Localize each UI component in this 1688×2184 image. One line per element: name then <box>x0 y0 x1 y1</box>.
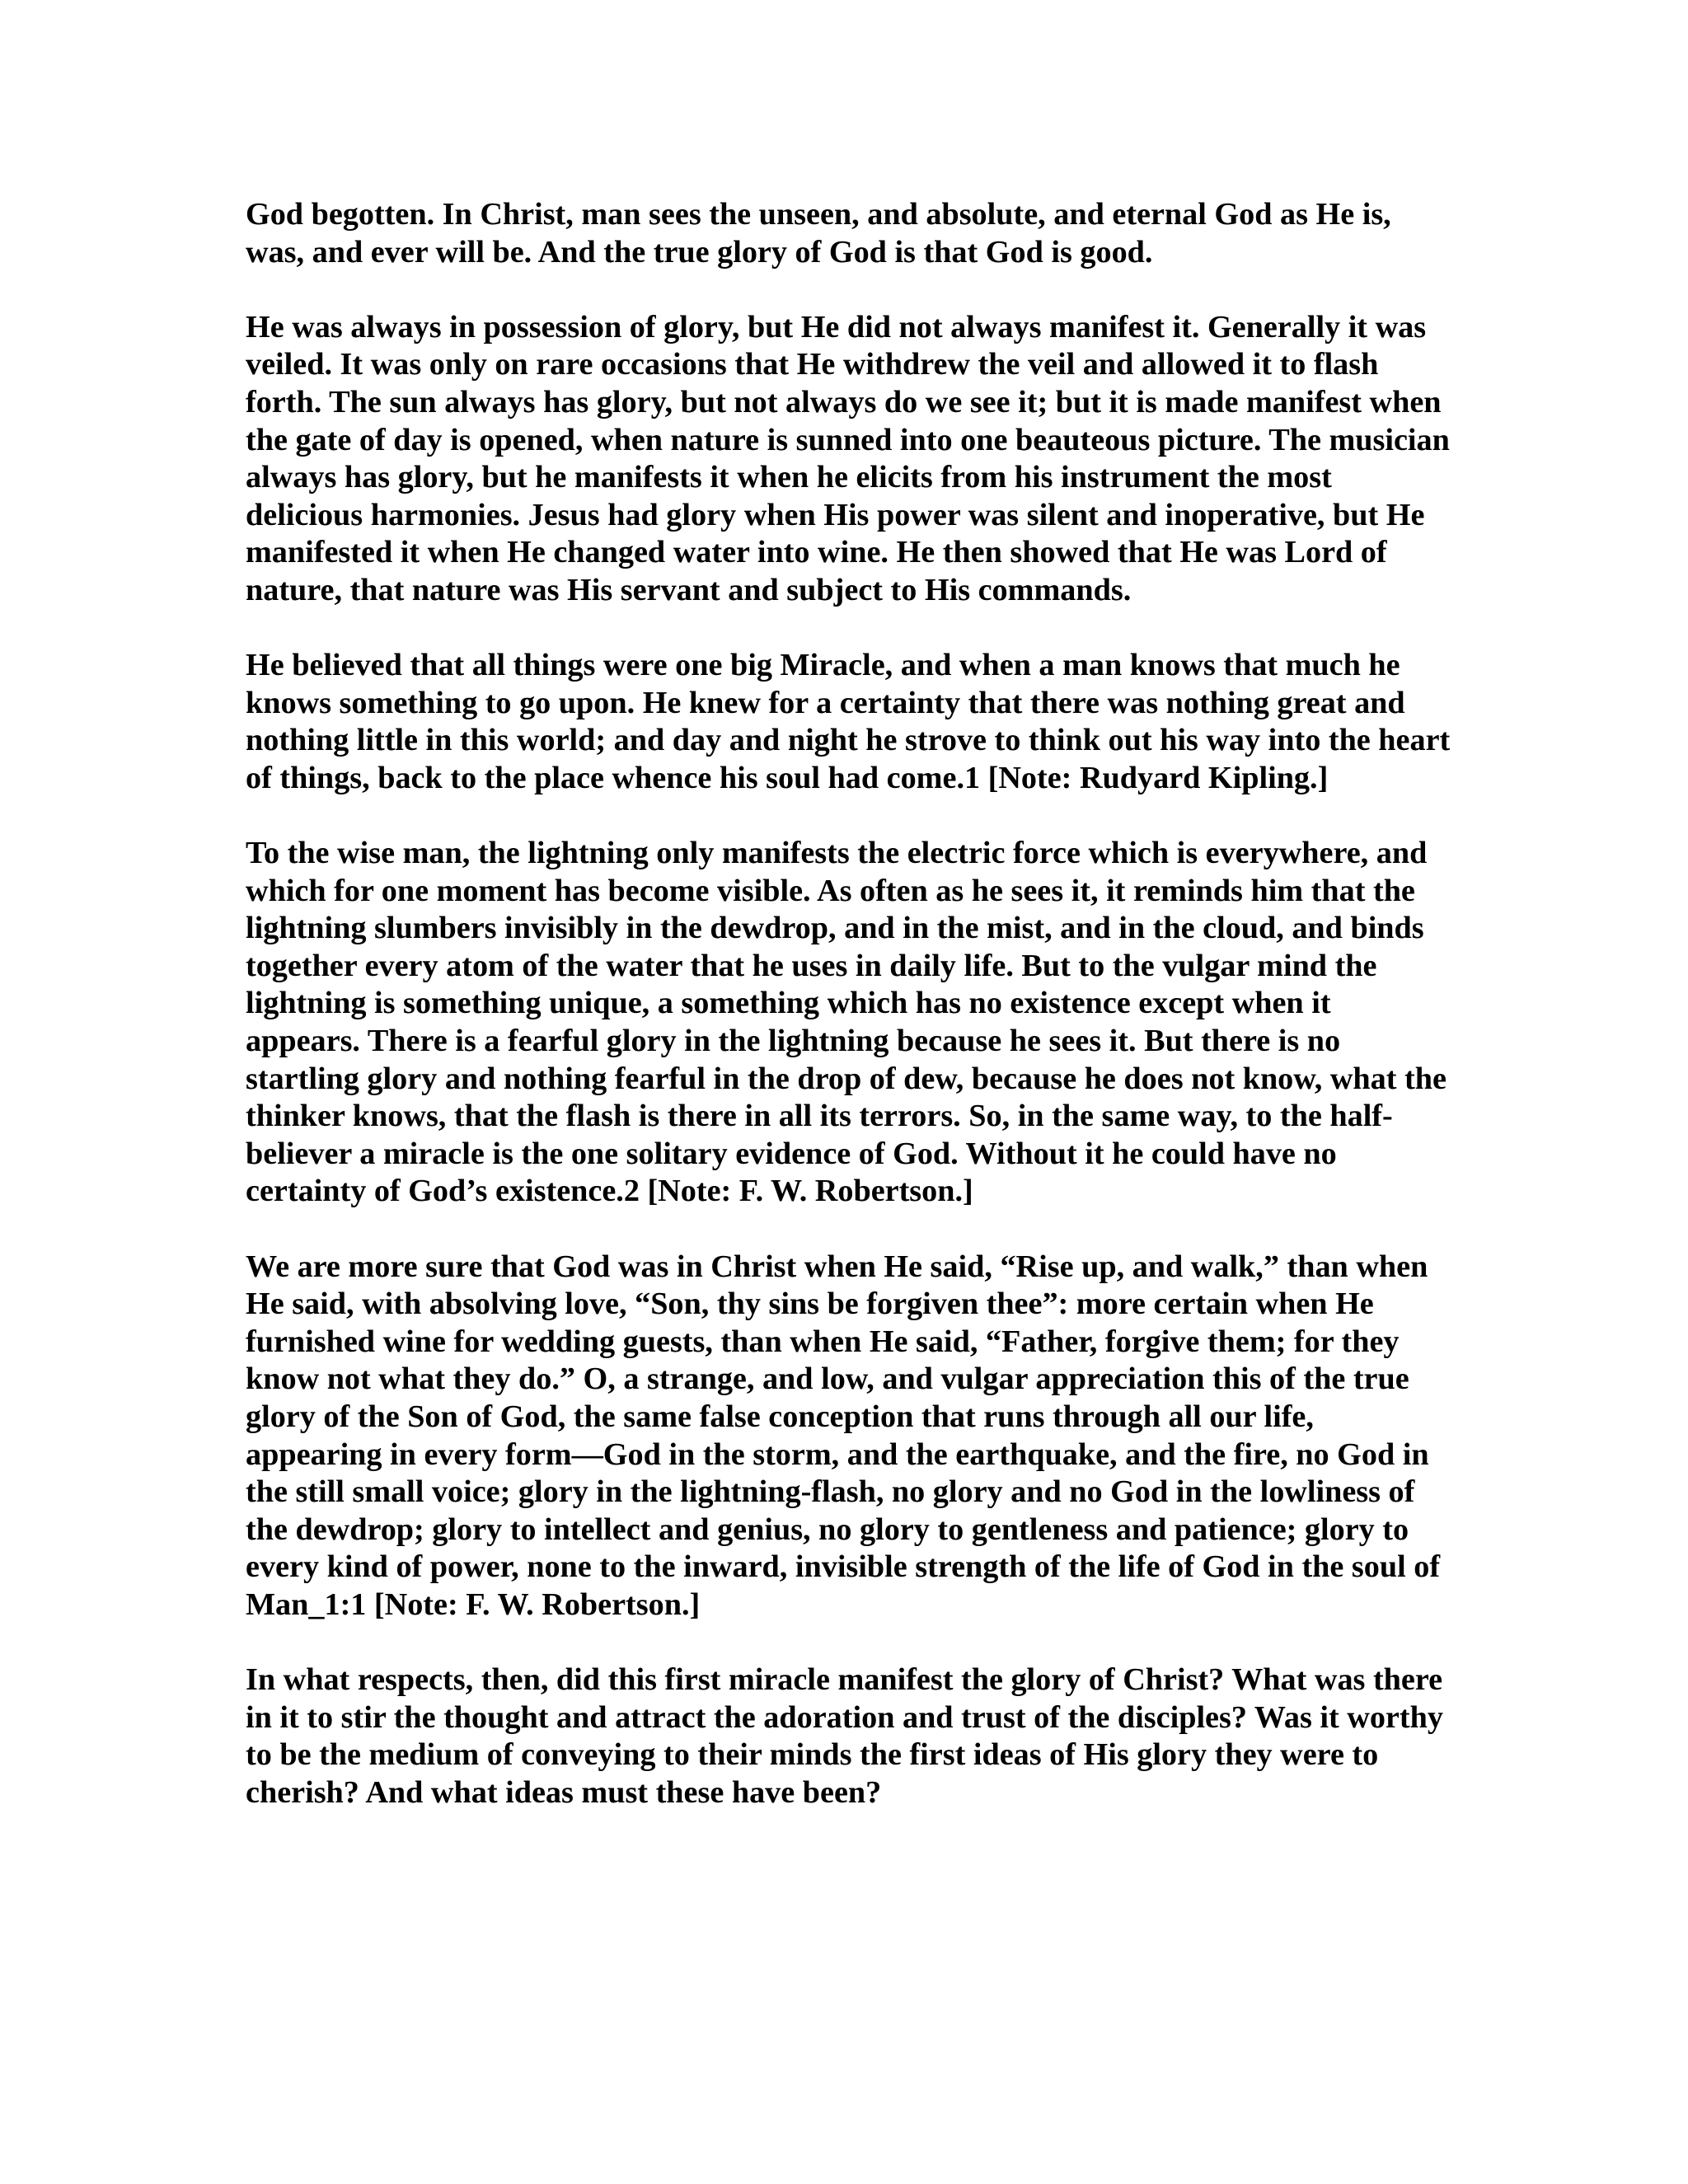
paragraph: In what respects, then, did this first miracle manifest the glory of Christ? What was there in it to stir the thought and attract the adoration and trust of the disciples? Was it worthy to be the medium of conveying to their minds the first ideas of His glory they were to cherish? And what ideas must these have been? <box>246 1662 1443 1810</box>
document-body <box>246 196 1451 1812</box>
paragraph: He believed that all things were one big Miracle, and when a man knows that much he knows something to go upon. He knew for a certainty that there was nothing great and nothing little in this world; and day and night he strove to think out his way into the heart of things, back to the place whence his soul had come.1 [Note: Rudyard Kipling.] <box>246 648 1451 795</box>
paragraph: He was always in possession of glory, but He did not always manifest it. Generally it was veiled. It was only on rare occasions that He withdrew the veil and allowed it to flash forth. The sun always has glory, but not always do we see it; but it is made manifest when the gate of day is opened, when nature is sunned into one beauteous picture. The musician always has glory, but he manifests it when he elicits from his instrument the most delicious harmonies. Jesus had glory when His power was silent and inoperative, but He manifested it when He changed water into wine. He then showed that He was Lord of nature, that nature was His servant and subject to His commands. <box>246 309 1450 607</box>
paragraph: We are more sure that God was in Christ when He said, “Rise up, and walk,” than when He said, with absolving love, “Son, thy sins be forgiven thee”: more certain when He furnished wine for wedding guests, than when He said, “Father, forgive them; for they know not what they do.” O, a strange, and low, and vulgar appreciation this of the true glory of the Son of God, the same false conception that runs through all our life, appearing in every form—God in the storm, and the earthquake, and the fire, no God in the still small voice; glory in the lightning-flash, no glory and no God in the lowliness of the dewdrop; glory to intellect and genius, no glory to gentleness and patience; glory to every kind of power, none to the inward, invisible strength of the life of God in the soul of Man_1:1 [Note: F. W. Robertson.] <box>246 1249 1441 1622</box>
paragraph: God begotten. In Christ, man sees the unseen, and absolute, and eternal God as He is, was, and ever will be. And the true glory of God is that God is good. <box>246 197 1391 269</box>
paragraph: To the wise man, the lightning only manifests the electric force which is everywhere, and which for one moment has become visible. As often as he sees it, it reminds him that the lightning slumbers invisibly in the dewdrop, and in the mist, and in the cloud, and binds together every atom of the water that he uses in daily life. But to the vulgar mind the lightning is something unique, a something which has no existence except when it appears. There is a fearful glory in the lightning because he sees it. But there is no startling glory and nothing fearful in the drop of dew, because he does not know, what the thinker knows, that the flash is there in all its terrors. So, in the same way, to the half-believer a miracle is the one solitary evidence of God. Without it he could have no certainty of God’s existence.2 [Note: F. W. Robertson.] <box>246 836 1447 1209</box>
